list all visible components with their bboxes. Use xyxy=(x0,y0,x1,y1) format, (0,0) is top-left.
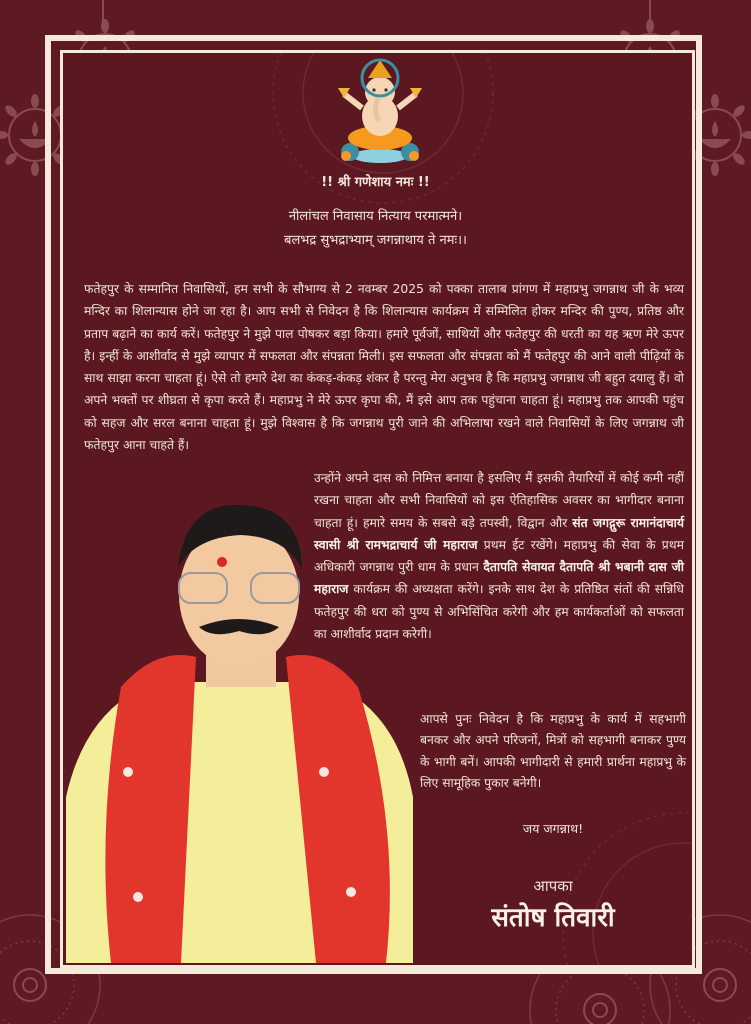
guests-text-part3: कार्यक्रम की अध्यक्षता करेंगे। इनके साथ देश के प्रतिष्ठित संतों की सन्निधि फतेहपुर की धरा को पुण्य से अभिसिंचित करेगी और हम कार्यकर्ताओं को सफलता का आशीर्वाद प्रदान करेगी। xyxy=(314,582,684,642)
invocation-text: !! श्री गणेशाय नमः !! xyxy=(321,175,430,190)
closing-greeting: जय जगन्नाथ! xyxy=(522,821,584,836)
shloka-line-2: बलभद्र सुभद्राभ्याम् जगन्नाथाय ते नमः।। xyxy=(284,233,467,248)
ganesha-illustration xyxy=(328,58,432,166)
shloka-line-1: नीलांचल निवासाय नित्याय परमात्मने। xyxy=(288,209,463,224)
guest-name-bhabani-das: दैतापति सेवायत दैतापति श्री भबानी दास जी महाराज xyxy=(314,560,684,597)
letter-paragraph-appeal: आपसे पुनः निवेदन है कि महाप्रभु के कार्य में सहभागी बनकर और अपने परिजनों, मित्रों को सहभागी बनाकर पुण्य के भागी बनें। आपकी भागीदारी से हमारी प्रार्थना महाप्रभु के लिए सामूहिक पुकार बनेगी। xyxy=(420,712,686,790)
guests-text-part1: उन्होंने अपने दास को निमित्त बनाया है इसलिए मैं इसकी तैयारियों में कोई कमी नहीं रखना चाहता और सभी निवासियों को इस ऐतिहासिक अवसर का भागीदार बनाना चाहता हूं। हमारे समय के सबसे बड़े तपस्वी, विद्वान और xyxy=(314,471,684,530)
portrait-photo xyxy=(66,497,413,963)
guest-name-rambhadracharya: संत जगद्गुरू रामानंदाचार्य स्वासी श्री रामभद्राचार्य जी महाराज xyxy=(314,515,684,552)
guests-text-part2: प्रथम ईट रखेंगे। महाप्रभु की सेवा के प्रथम अधिकारी जगन्नाथ पुरी धाम के प्रधान xyxy=(314,537,684,575)
signoff-text: आपका xyxy=(533,877,573,895)
letter-paragraph-main: फतेहपुर के सम्मानित निवासियों, हम सभी के सौभाग्य से 2 नवम्बर 2025 को पक्का तालाब प्रांगण में महाप्रभु जगन्नाथ जी के भव्य मन्दिर का शिलान्यास होने जा रहा है। आप सभी से निवेदन है कि शिलान्यास कार्यक्रम में सम्मिलित होकर मन्दिर की पुण्य, प्रतिष्ठ और प्रताप बढ़ाने का कार्य करें। फतेहपुर ने मुझे पाल पोषकर बड़ा किया। हमारे पूर्वजों, साथियों और फतेहपुर की धरती का यह ऋण मेरे ऊपर है। इन्हीं के आशीर्वाद से मुझे व्यापार में सफलता और संपन्नता मिली। इस सफलता और संपन्नता को मैं फतेहपुर की आने वाली पीढ़ियों के साथ साझा करना चाहता हूं। ऐसे तो हमारे देश का कंकड़-कंकड़ शंकर है परन्तु मेरा अनुभव है कि महाप्रभु जगन्नाथ जी बहुत दयालु हैं। वो अपने भक्तों पर शीघ्रता से कृपा करते हैं। महाप्रभु ने मेरे ऊपर कृपा की, मैं इसे आप तक पहुंचाना चाहता हूं। महाप्रभु तक आपकी पहुंच को सहज और सरल बनाना चाहता हूं। मुझे विश्वास है कि जगन्नाथ पुरी जाने की अभिलाषा रखने वाले निवासियों के लिए जगन्नाथ जी फतेहपुर आना चाहते हैं। xyxy=(84,282,684,453)
signature-name: संतोष तिवारी xyxy=(491,903,615,933)
